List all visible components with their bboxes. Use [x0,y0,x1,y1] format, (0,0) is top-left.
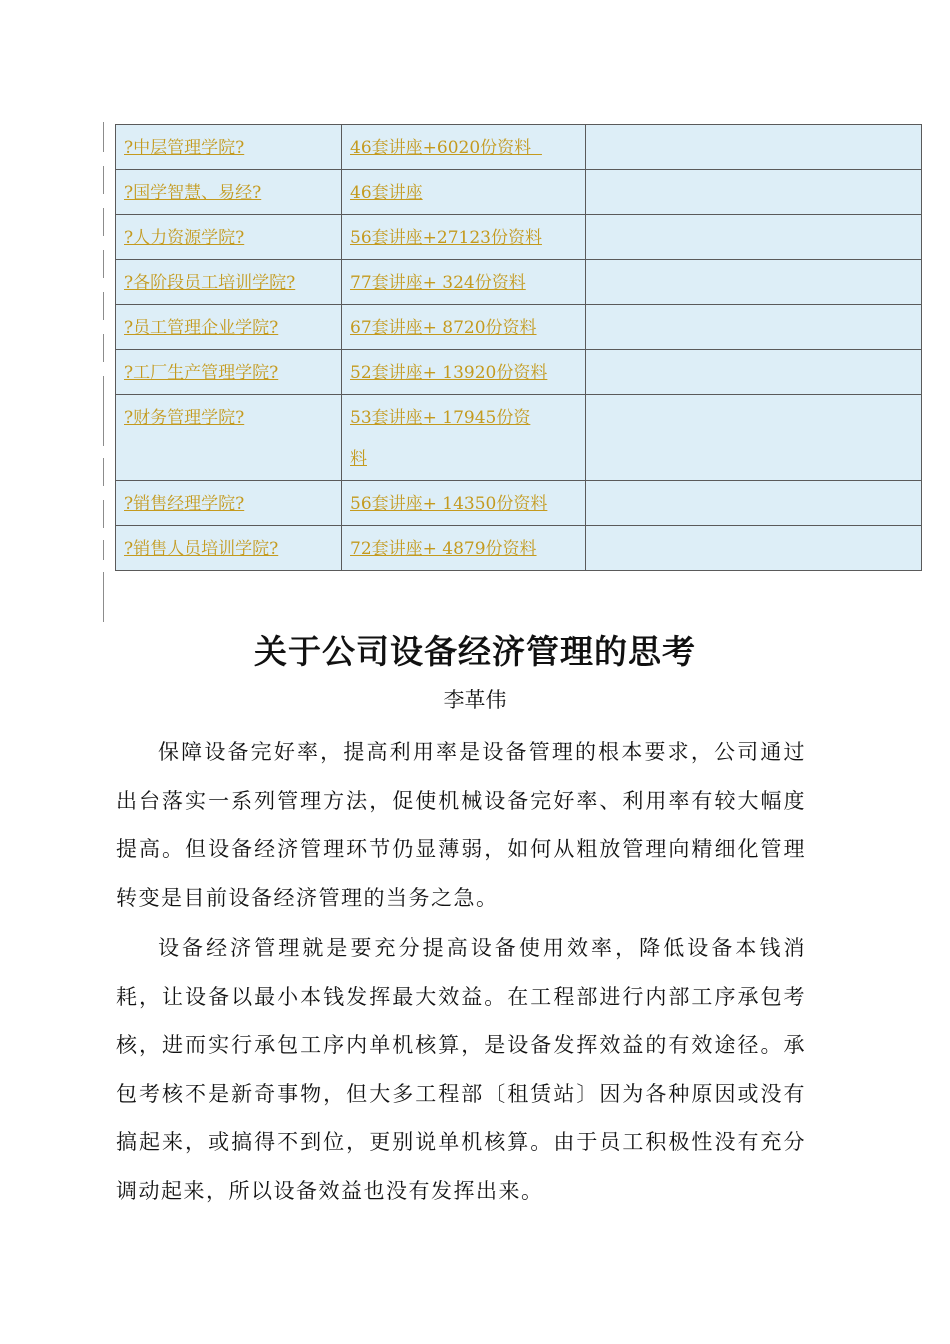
college-link[interactable]: ?员工管理企业学院? [124,318,279,338]
college-link[interactable]: ?工厂生产管理学院? [124,363,279,383]
extra-cell [586,305,922,350]
resources-cell [342,350,586,395]
college-cell [116,125,342,170]
extra-cell [586,260,922,305]
margin-mark [103,458,104,486]
college-cell [116,350,342,395]
article-body [116,728,806,1217]
extra-cell [586,170,922,215]
margin-mark [103,122,104,152]
college-link[interactable]: ?国学智慧、易经? [124,183,262,203]
resources-cell [342,395,586,481]
table-row [116,395,922,481]
resources-link[interactable]: 56套讲座+27123份资料 [350,228,542,248]
college-cell [116,170,342,215]
college-cell [116,395,342,481]
course-table [115,124,922,571]
resources-link[interactable]: 72套讲座+ 4879份资料 [350,539,537,559]
resources-link[interactable]: 46套讲座+6020份资料 [350,138,542,158]
extra-cell [586,125,922,170]
margin-mark [103,334,104,362]
article-title: 关于公司设备经济管理的思考 [254,632,696,671]
table-row [116,350,922,395]
college-cell [116,526,342,571]
table-row [116,481,922,526]
resources-link[interactable]: 77套讲座+ 324份资料 [350,273,526,293]
extra-cell [586,481,922,526]
article-author: 李革伟 [443,688,507,712]
college-cell [116,215,342,260]
margin-mark [103,250,104,278]
table-row [116,305,922,350]
resources-cell [342,260,586,305]
resources-cell [342,125,586,170]
extra-cell [586,350,922,395]
resources-cell [342,305,586,350]
table-row [116,215,922,260]
table-row [116,526,922,571]
resources-link[interactable]: 56套讲座+ 14350份资料 [350,494,548,514]
resources-link[interactable]: 67套讲座+ 8720份资料 [350,318,537,338]
extra-cell [586,526,922,571]
college-link[interactable]: ?财务管理学院? [124,408,245,428]
college-link[interactable]: ?销售经理学院? [124,494,245,514]
margin-mark [103,500,104,528]
college-link[interactable]: ?各阶段员工培训学院? [124,273,296,293]
margin-mark [103,376,104,446]
college-link[interactable]: ?销售人员培训学院? [124,539,279,559]
college-cell [116,260,342,305]
resources-link[interactable]: 46套讲座 [350,183,423,203]
resources-cell [342,170,586,215]
table-row [116,260,922,305]
table-row [116,170,922,215]
extra-cell [586,395,922,481]
resources-cell [342,215,586,260]
table-row [116,125,922,170]
resources-cell [342,481,586,526]
resources-link[interactable]: 53套讲座+ 17945份资料 [350,408,531,469]
college-link[interactable]: ?人力资源学院? [124,228,245,248]
college-cell [116,481,342,526]
paragraph: 设备经济管理就是要充分提高设备使用效率，降低设备本钱消耗，让设备以最小本钱发挥最大效益。在工程部进行内部工序承包考核，进而实行承包工序内单机核算，是设备发挥效益的有效途径。承包考核不是新奇事物，但大多工程部〔租赁站〕因为各种原因或没有搞起来，或搞得不到位，更别说单机核算。由于员工积极性没有充分调动起来，所以设备效益也没有发挥出来。 [116,936,806,1203]
margin-mark [103,208,104,236]
college-cell [116,305,342,350]
margin-mark [103,540,104,560]
resources-cell [342,526,586,571]
paragraph: 保障设备完好率，提高利用率是设备管理的根本要求，公司通过出台落实一系列管理方法，促使机械设备完好率、利用率有较大幅度提高。但设备经济管理环节仍显薄弱，如何从粗放管理向精细化管理转变是目前设备经济管理的当务之急。 [116,740,806,910]
margin-mark [103,572,104,622]
resources-link[interactable]: 52套讲座+ 13920份资料 [350,363,548,383]
margin-mark [103,166,104,194]
college-link[interactable]: ?中层管理学院? [124,138,245,158]
margin-mark [103,292,104,320]
extra-cell [586,215,922,260]
margin-marks [103,122,105,624]
